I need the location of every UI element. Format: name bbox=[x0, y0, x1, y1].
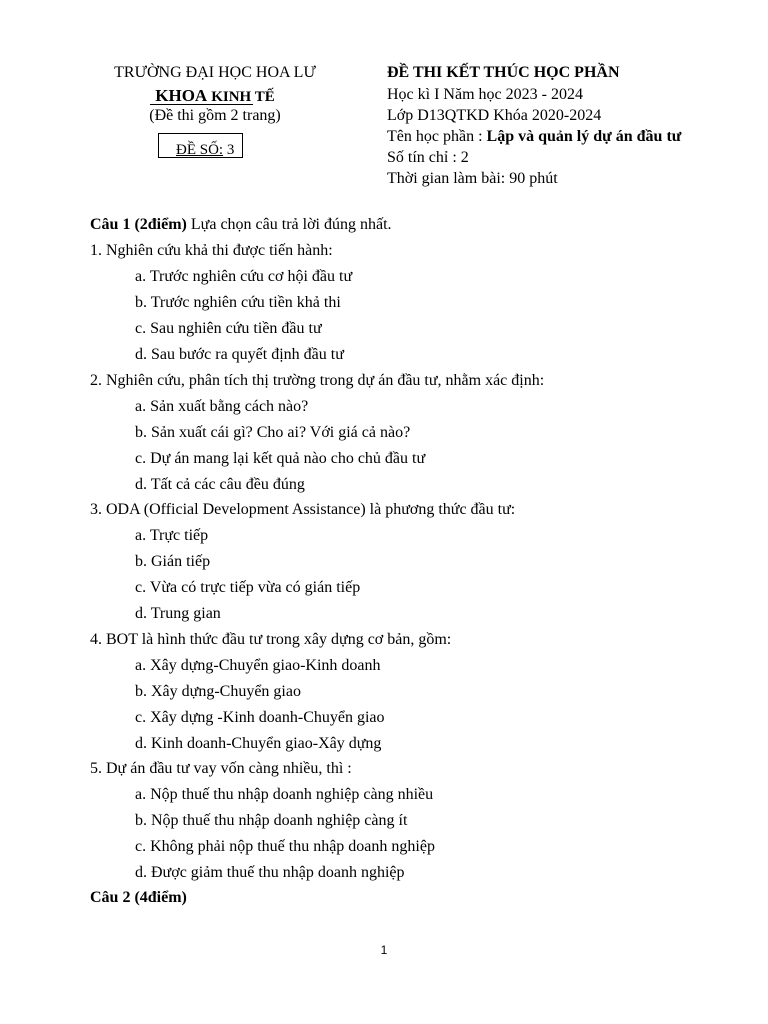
answer-option: c. Xây dựng -Kinh doanh-Chuyển giao bbox=[135, 709, 385, 726]
answer-option: b. Trước nghiên cứu tiền khả thi bbox=[135, 294, 341, 311]
course-label: Tên học phần : bbox=[387, 128, 487, 145]
answer-option: d. Được giảm thuế thu nhập doanh nghiệp bbox=[135, 864, 405, 881]
school-name: TRƯỜNG ĐẠI HỌC HOA LƯ bbox=[114, 64, 316, 81]
semester: Học kì I Năm học 2023 - 2024 bbox=[387, 86, 583, 103]
question-1-heading bbox=[90, 215, 392, 235]
exam-number-value: 3 bbox=[226, 142, 235, 158]
question-1-instruction: Lựa chọn câu trả lời đúng nhất. bbox=[186, 216, 392, 233]
answer-option: a. Trực tiếp bbox=[135, 527, 209, 544]
question-stem: 4. BOT là hình thức đầu tư trong xây dựng cơ bản, gồm: bbox=[90, 631, 452, 648]
exam-number bbox=[176, 142, 234, 159]
answer-option: c. Sau nghiên cứu tiền đầu tư bbox=[135, 320, 322, 337]
question-stem: 2. Nghiên cứu, phân tích thị trường trong dự án đầu tư, nhằm xác định: bbox=[90, 372, 545, 389]
faculty-name: KINH TẾ bbox=[211, 89, 275, 105]
answer-option: a. Xây dựng-Chuyển giao-Kinh doanh bbox=[135, 657, 381, 674]
answer-option: d. Sau bước ra quyết định đầu tư bbox=[135, 346, 344, 363]
answer-option: c. Dự án mang lại kết quả nào cho chủ đầu tư bbox=[135, 450, 426, 467]
answer-option: b. Sản xuất cái gì? Cho ai? Với giá cả nào? bbox=[135, 424, 411, 441]
credits: Số tín chỉ : 2 bbox=[387, 149, 469, 166]
answer-option: d. Tất cả các câu đều đúng bbox=[135, 476, 305, 493]
question-stem: 3. ODA (Official Development Assistance) là phương thức đầu tư: bbox=[90, 501, 516, 518]
exam-title: ĐỀ THI KẾT THÚC HỌC PHẦN bbox=[387, 64, 620, 81]
page-number: 1 bbox=[380, 943, 388, 957]
answer-option: a. Nộp thuế thu nhập doanh nghiệp càng nhiều bbox=[135, 786, 434, 803]
answer-option: c. Không phải nộp thuế thu nhập doanh nghiệp bbox=[135, 838, 435, 855]
faculty-underline bbox=[150, 104, 253, 105]
question-2-title: Câu 2 (4điểm) bbox=[90, 889, 187, 906]
question-stem: 5. Dự án đầu tư vay vốn càng nhiều, thì : bbox=[90, 760, 352, 777]
duration: Thời gian làm bài: 90 phút bbox=[387, 170, 558, 187]
answer-option: d. Trung gian bbox=[135, 605, 221, 622]
faculty-prefix: KHOA bbox=[155, 86, 208, 105]
answer-option: d. Kinh doanh-Chuyển giao-Xây dựng bbox=[135, 735, 382, 752]
answer-option: a. Trước nghiên cứu cơ hội đầu tư bbox=[135, 268, 353, 285]
class-info: Lớp D13QTKD Khóa 2020-2024 bbox=[387, 107, 602, 124]
faculty-line bbox=[60, 86, 370, 106]
pages-note: (Đề thi gồm 2 trang) bbox=[149, 107, 281, 124]
question-1-title: Câu 1 (2điểm) bbox=[90, 216, 187, 233]
answer-option: b. Xây dựng-Chuyển giao bbox=[135, 683, 301, 700]
question-stem: 1. Nghiên cứu khả thi được tiến hành: bbox=[90, 242, 333, 259]
course-name: Lập và quản lý dự án đầu tư bbox=[486, 128, 682, 145]
course-line bbox=[387, 128, 681, 146]
answer-option: a. Sản xuất bằng cách nào? bbox=[135, 398, 309, 415]
answer-option: b. Nộp thuế thu nhập doanh nghiệp càng ít bbox=[135, 812, 408, 829]
exam-number-label: ĐỀ SỐ: bbox=[176, 142, 224, 158]
answer-option: c. Vừa có trực tiếp vừa có gián tiếp bbox=[135, 579, 361, 596]
answer-option: b. Gián tiếp bbox=[135, 553, 211, 570]
